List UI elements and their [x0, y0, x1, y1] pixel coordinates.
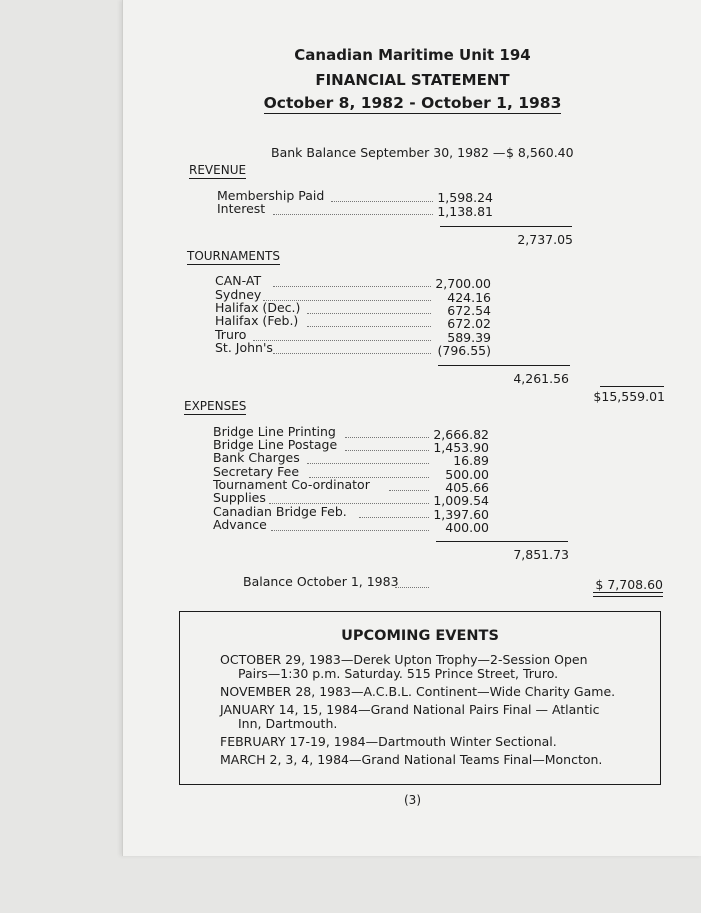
revenue-subtotal: 2,737.05: [517, 232, 573, 247]
revenue-heading: REVENUE: [189, 163, 247, 177]
line-item-label: St. John's: [215, 340, 273, 355]
document-page: [122, 0, 701, 856]
expenses-heading: EXPENSES: [184, 399, 247, 413]
line-item-amount: 400.00: [445, 520, 489, 535]
line-item-amount: 672.54: [447, 303, 491, 318]
event-item: JANUARY 14, 15, 1984—Grand National Pairs Final — Atlantic Inn, Dartmouth.: [220, 702, 600, 731]
dot-leader: [331, 201, 433, 202]
line-item-amount: 405.66: [445, 480, 489, 495]
closing-balance-amount: $ 7,708.60: [595, 577, 663, 592]
line-item-amount: (796.55): [437, 343, 491, 358]
line-item-amount: 2,666.82: [433, 427, 489, 442]
opening-balance-amount: $ 8,560.40: [506, 145, 574, 160]
event-item: OCTOBER 29, 1983—Derek Upton Trophy—2-Session Open Pairs—1:30 p.m. Saturday. 515 Prince Street, Truro.: [220, 652, 588, 681]
line-item-label: Truro: [215, 327, 247, 342]
expenses-subtotal: 7,851.73: [513, 547, 569, 562]
dot-leader: [307, 463, 429, 464]
line-item-amount: 1,598.24: [437, 190, 493, 205]
line-item-label: Membership Paid: [217, 188, 325, 203]
line-item-label: Bridge Line Postage: [213, 437, 338, 452]
event-item: FEBRUARY 17-19, 1984—Dartmouth Winter Sectional.: [220, 734, 557, 749]
line-item-amount: 16.89: [453, 453, 489, 468]
line-item-label: Bridge Line Printing: [213, 424, 336, 439]
subtotal-rule: [438, 365, 570, 366]
tournaments-heading: TOURNAMENTS: [187, 249, 280, 263]
line-item-label: Advance: [213, 517, 267, 532]
tournaments-subtotal: 4,261.56: [513, 371, 569, 386]
grand-total: $15,559.01: [593, 389, 665, 404]
dot-leader: [395, 587, 429, 588]
dot-leader: [253, 340, 431, 341]
line-item-amount: 424.16: [447, 290, 491, 305]
dot-leader: [273, 214, 433, 215]
upcoming-events-title: UPCOMING EVENTS: [341, 628, 499, 644]
dot-leader: [307, 326, 431, 327]
line-item-label: CAN-AT: [215, 273, 262, 288]
line-item-label: Halifax (Feb.): [215, 313, 299, 328]
line-item-label: Secretary Fee: [213, 464, 300, 479]
dot-leader: [307, 313, 431, 314]
line-item-amount: 1,453.90: [433, 440, 489, 455]
double-underline: [593, 592, 663, 597]
grand-total-rule: [600, 386, 664, 387]
dot-leader: [273, 286, 431, 287]
line-item-amount: 1,397.60: [433, 507, 489, 522]
dot-leader: [273, 353, 431, 354]
opening-balance-label: Bank Balance September 30, 1982 —: [271, 145, 506, 160]
statement-period: October 8, 1982 - October 1, 1983: [263, 94, 562, 112]
line-item-label: Tournament Co-ordinator: [213, 477, 370, 492]
page-number: (3): [404, 793, 421, 807]
line-item-amount: 1,138.81: [437, 204, 493, 219]
subtotal-rule: [436, 541, 568, 542]
line-item-amount: 589.39: [447, 330, 491, 345]
line-item-label: Supplies: [213, 490, 266, 505]
line-item-amount: 2,700.00: [435, 276, 491, 291]
line-item-amount: 1,009.54: [433, 493, 489, 508]
upcoming-events-box: [179, 611, 661, 785]
line-item-label: Interest: [217, 201, 266, 216]
line-item-label: Sydney: [215, 287, 262, 302]
line-item-amount: 500.00: [445, 467, 489, 482]
dot-leader: [271, 530, 429, 531]
event-item: NOVEMBER 28, 1983—A.C.B.L. Continent—Wide Charity Game.: [220, 684, 616, 699]
line-item-amount: 672.02: [447, 316, 491, 331]
line-item-label: Canadian Bridge Feb.: [213, 504, 347, 519]
closing-balance-label: Balance October 1, 1983: [243, 574, 399, 589]
event-item: MARCH 2, 3, 4, 1984—Grand National Teams Final—Moncton.: [220, 752, 603, 767]
line-item-label: Halifax (Dec.): [215, 300, 301, 315]
org-name: Canadian Maritime Unit 194: [294, 46, 531, 64]
subtotal-rule: [440, 226, 572, 227]
doc-title: FINANCIAL STATEMENT: [315, 71, 510, 89]
line-item-label: Bank Charges: [213, 450, 300, 465]
